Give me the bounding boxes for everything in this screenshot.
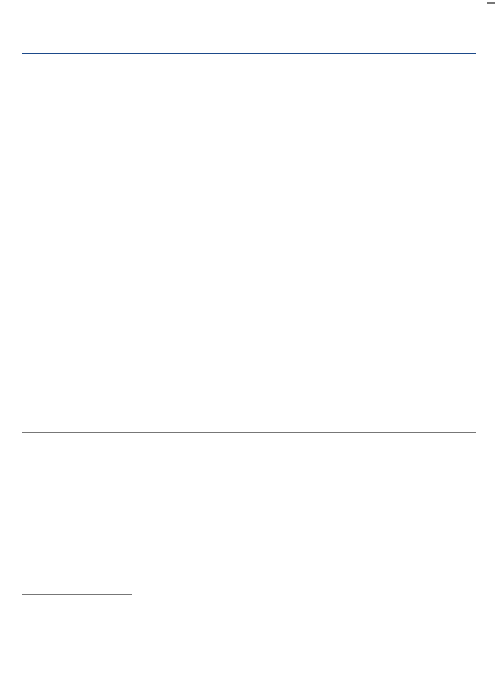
keywords-row	[22, 307, 476, 316]
classification-row	[22, 320, 476, 329]
watermark-badge	[487, 2, 495, 4]
footnote-rule	[22, 594, 132, 595]
header-rule	[22, 53, 476, 54]
section-rule	[22, 432, 476, 433]
